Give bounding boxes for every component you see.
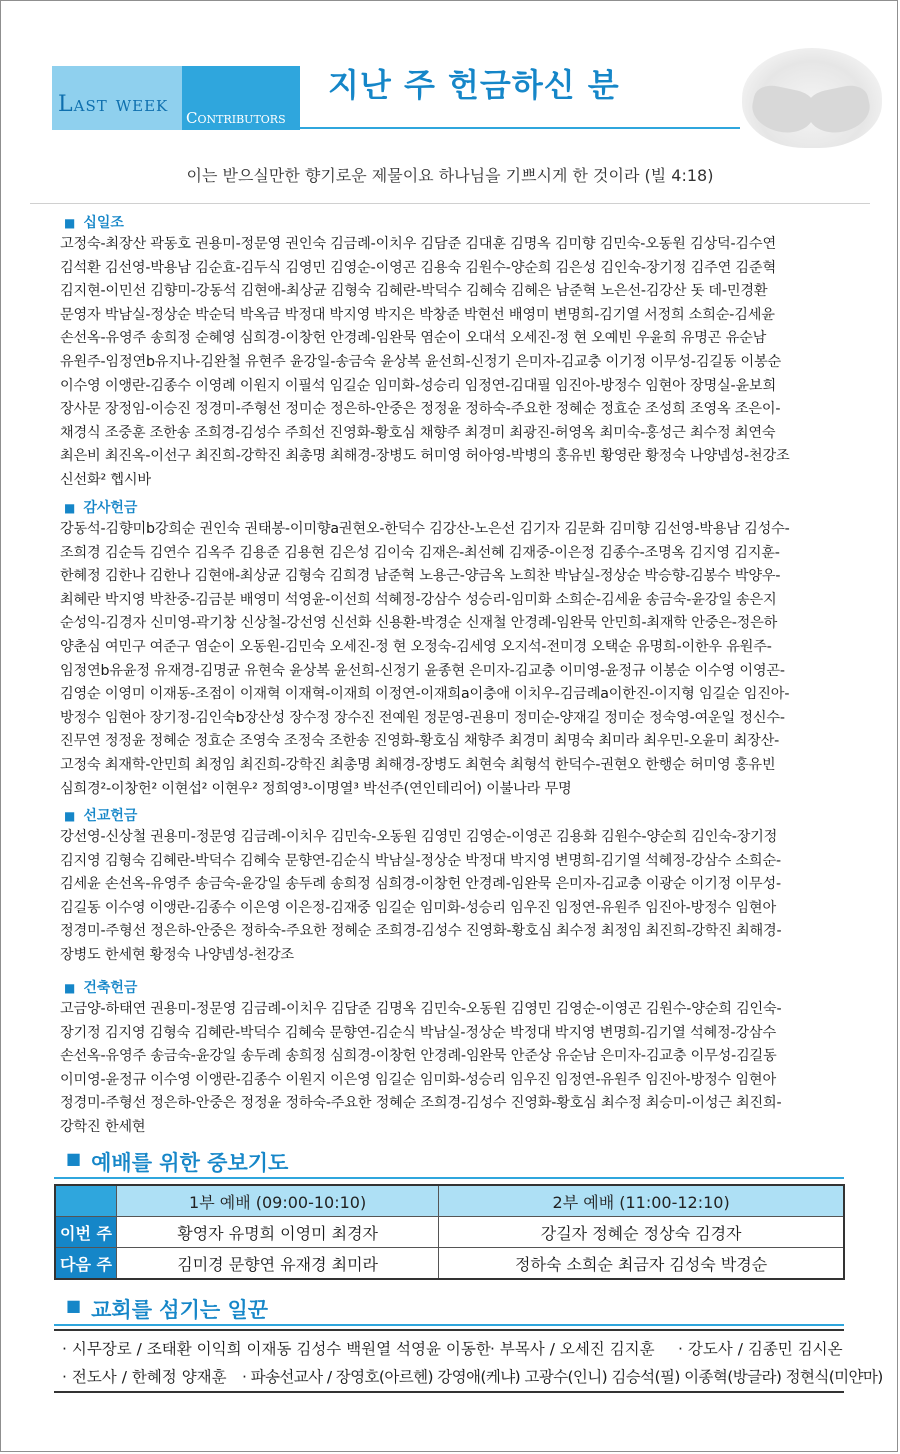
page-title: 지난 주 헌금하신 분	[328, 66, 620, 104]
square-bullet-icon: ■	[64, 981, 76, 995]
name-line: 강동석-김향미b강희순 권인숙 권태봉-이미향a권현오-한덕수 김강산-노은선 김기자 김문화 김미향 김선영-박용남 김성수-	[60, 521, 790, 537]
servants-list	[54, 1329, 883, 1393]
first-service-cell: 김미경 문향연 유재경 최미라	[117, 1248, 439, 1280]
servants-section-header	[54, 1290, 844, 1326]
evangelists-entry: · 전도사 / 한혜정 양재훈	[62, 1368, 227, 1386]
square-bullet-icon: ■	[64, 216, 76, 230]
name-line: 김영순 이영미 이재동-조점이 이재혁 이재혁-이재희 이정연-이재희a이충애 이치우-김금례a이한진-이지형 임길순 임진아-	[60, 686, 790, 703]
name-line: 양춘심 여민구 여준구 염순이 오동원-김민숙 오세진-정 현 오정숙-김세영 오지석-전미경 오택순 유명희-이한우 유원주-	[60, 638, 772, 655]
mission-name-list	[60, 826, 845, 968]
second-service-header: 2부 예배 (11:00-12:10)	[439, 1185, 844, 1217]
name-line: 고정숙-최장산 곽동호 권용미-정문영 권인숙 김금례-이치우 김담준 김대훈 김명옥 김미향 김민숙-오동원 김상덕-김수연	[60, 236, 776, 252]
name-line: 신선화² 헵시바	[60, 471, 151, 488]
name-line: 정경미-주형선 정은하-안중은 정정윤 정하숙-주요한 정혜순 조희경-김성수 진영화-황호심 최수정 최승미-이성근 최진희-	[60, 1095, 782, 1112]
bible-verse: 이는 받으실만한 향기로운 제물이요 하나님을 기쁘시게 한 것이라 (빌 4:18)	[186, 166, 714, 185]
name-line: 손선옥-유영주 송금숙-윤강일 송두례 송희정 심희경-이창헌 안경례-임완묵 안준상 유순남 은미자-김교충 이무성-김길동	[60, 1048, 777, 1065]
name-line: 방정수 임현아 장기정-김인숙b장산성 장수정 장수진 전예원 정문영-권용미 정미순-양재길 정미순 정숙영-여운일 정신수-	[60, 709, 785, 726]
name-line: 장병도 한세현 황정숙 나양넴성-천강조	[60, 946, 294, 963]
table-corner-cell	[55, 1185, 117, 1217]
name-line: 고금양-하태연 권용미-정문영 김금례-이치우 김담준 김명옥 김민숙-오동원 김영민 김영순-이영곤 김원수-양순희 김인숙-	[60, 1001, 782, 1017]
name-line: 장기정 김지영 김형숙 김혜란-박덕수 김혜숙 문향연-김순식 박남실-정상순 박정대 박지영 변명희-김기열 석혜정-강삼수	[60, 1024, 776, 1041]
prayer-section-header	[54, 1143, 844, 1179]
name-line: 고정숙 최재학-안민희 최정임 최진희-강학진 최총명 최해경-장병도 최현숙 최형석 한덕수-권현오 한행순 허미영 홍유빈	[60, 756, 776, 773]
name-line: 김지현-이민선 김향미-강동석 김현애-최상균 김형숙 김혜란-박덕수 김혜숙 김혜은 남준혁 노은선-김강산 돗 데-민경환	[60, 283, 768, 300]
tithe-name-list	[60, 233, 845, 493]
badge-contributors-text: Contributors	[186, 109, 286, 127]
prayer-schedule-table	[54, 1184, 845, 1280]
name-line: 김길동 이수영 이앵란-김종수 이은영 이은정-김재중 임길순 임미화-성승리 임우진 임정연-유원주 임진아-방정수 임현아	[60, 899, 776, 916]
building-name-list	[60, 998, 845, 1140]
section-title-mission: ■ 선교헌금	[64, 808, 138, 824]
table-row	[55, 1248, 844, 1280]
badge-last-week-text: Last week	[58, 92, 169, 117]
right-palm-shape	[804, 82, 874, 138]
square-bullet-icon: ■	[66, 1296, 82, 1315]
name-line: 최혜란 박지영 박찬중-김금분 배영미 석영윤-이선희 석혜정-강삼수 성승리-임미화 소희순-김세윤 송금숙-윤강일 송은지	[60, 591, 777, 608]
first-service-header: 1부 예배 (09:00-10:10)	[117, 1185, 439, 1217]
section-title-tithe: ■ 십일조	[64, 215, 124, 231]
section-title-building: ■ 건축헌금	[64, 980, 138, 996]
name-line: 김석환 김선영-박용남 김순효-김두식 김영민 김영순-이영곤 김용숙 김원수-양순희 김은성 김인숙-장기정 김주연 김준혁	[60, 259, 776, 276]
name-line: 순성익-김경자 신미영-곽기창 신상철-강선영 신선화 신용환-박경순 신재철 안경례-임완묵 안민희-최재학 안중은-정은하	[60, 615, 778, 632]
name-line: 채경식 조중훈 조한송 조희경-김성수 주희선 진영화-황호심 채향주 최경미 최광진-허영옥 최미숙-홍성근 최수정 최연숙	[60, 424, 776, 441]
prayer-section-title: 예배를 위한 중보기도	[91, 1151, 289, 1175]
first-service-cell: 황영자 유명희 이영미 최경자	[117, 1217, 439, 1248]
name-line: 김세윤 손선옥-유영주 송금숙-윤강일 송두례 송희정 심희경-이창헌 안경례-임완묵 은미자-김교충 이광순 이기정 이무성-	[60, 876, 781, 893]
name-line: 유원주-임정연b유지나-김완철 유현주 윤강일-송금숙 윤상복 윤선희-신정기 은미자-김교충 이기정 이무성-김길동 이봉순	[60, 353, 782, 370]
servants-section-title: 교회를 섬기는 일꾼	[91, 1298, 269, 1322]
thanksgiving-name-list	[60, 518, 845, 801]
missionaries-entry: · 파송선교사 / 장영호(아르헨) 강영애(케냐) 고광수(인니) 김승석(필) 이종혁(방글라) 정현식(미얀마)	[242, 1368, 883, 1386]
name-line: 김지영 김형숙 김혜란-박덕수 김혜숙 문향연-김순식 박남실-정상순 박정대 박지영 변명희-김기열 석혜정-강삼수 소희순-	[60, 852, 781, 869]
square-bullet-icon: ■	[66, 1149, 82, 1168]
name-line: 이미영-윤정규 이수영 이앵란-김종수 이원지 이은영 임길순 임미화-성승리 임우진 임정연-유원주 임진아-방정수 임현아	[60, 1071, 776, 1088]
name-line: 정경미-주형선 정은하-안중은 정하숙-주요한 정혜순 조희경-김성수 진영화-황호심 최수정 최정임 최진희-강학진 최해경-	[60, 923, 782, 940]
header-divider	[30, 203, 870, 204]
second-service-cell: 정하숙 소희순 최금자 김성숙 박경순	[439, 1248, 844, 1280]
title-rule	[300, 127, 740, 129]
table-header-row	[55, 1185, 844, 1217]
page-header	[0, 0, 900, 200]
elders-entry: · 시무장로 / 조태환 이익희 이재동 김성수 백원열 석영윤 이동한	[62, 1340, 491, 1358]
name-line: 조희경 김순득 김연수 김옥주 김용준 김용현 김은성 김이숙 김재은-최선혜 김재중-이은정 김종수-조명옥 김지영 김지훈-	[60, 544, 780, 561]
name-line: 손선옥-유영주 송희정 순혜영 심희경-이창헌 안경례-임완묵 염순이 오대석 오세진-정 현 오예빈 우윤희 유명곤 유순남	[60, 330, 767, 347]
section-title-thanksgiving: ■ 감사헌금	[64, 500, 138, 516]
square-bullet-icon: ■	[64, 809, 76, 823]
row-label-this-week: 이번 주	[55, 1217, 117, 1248]
name-line: 문영자 박남실-정상순 박순덕 박옥금 박정대 박지영 박지은 박창준 박현선 배영미 변명희-김기열 서정희 소희순-김세윤	[60, 306, 775, 323]
name-line: 한혜정 김한나 김한나 김현애-최상균 김형숙 김희경 남준혁 노용근-양금옥 노희찬 박남실-정상순 박승향-김봉수 박양우-	[60, 568, 781, 585]
table-row	[55, 1217, 844, 1248]
offering-hands-image	[742, 48, 882, 148]
name-line: 이수영 이앵란-김종수 이영례 이원지 이필석 임길순 임미화-성승리 임정연-김대필 임진아-방정수 임현아 장명실-윤보희	[60, 377, 776, 394]
name-line: 임정연b유윤정 유재경-김명균 유현숙 윤상복 윤선희-신정기 윤종현 은미자-김교충 이미영-윤정규 이봉순 이수영 이영곤-	[60, 662, 785, 679]
row-label-next-week: 다음 주	[55, 1248, 117, 1280]
name-line: 진무연 정정윤 정혜순 정효순 조영숙 조정숙 조한송 진영화-황호심 채향주 최경미 최명숙 최미라 최우민-오윤미 최장산-	[60, 733, 780, 750]
second-service-cell: 강길자 정혜순 정상숙 김경자	[439, 1217, 844, 1248]
name-line: 심희경²-이창헌² 이현섭² 이현우² 정희영³-이명열³ 박선주(연인테리어) 이불나라 무명	[60, 780, 572, 797]
associate-pastors-entry: · 부목사 / 오세진 김지훈	[490, 1340, 655, 1358]
name-line: 최은비 최진옥-이선구 최진희-강학진 최총명 최해경-장병도 허미영 허아영-박병의 홍유빈 황영란 황정숙 나양넴성-천강조	[60, 448, 790, 465]
name-line: 강선영-신상철 권용미-정문영 김금례-이치우 김민숙-오동원 김영민 김영순-이영곤 김용화 김원수-양순희 김인숙-장기정	[60, 829, 778, 845]
preacher-entry: · 강도사 / 김종민 김시온	[678, 1340, 843, 1358]
square-bullet-icon: ■	[64, 501, 76, 515]
name-line: 강학진 한세현	[60, 1118, 146, 1135]
name-line: 장사문 장정임-이승진 정경미-주형선 정미순 정은하-안중은 정정윤 정하숙-주요한 정혜순 정효순 조성희 조영옥 조은이-	[60, 401, 781, 418]
